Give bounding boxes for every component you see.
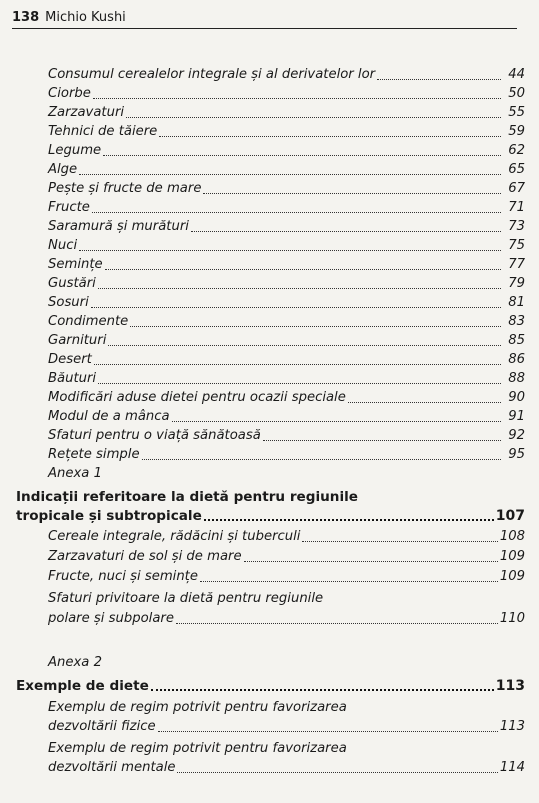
dot-leader — [79, 174, 501, 175]
toc-entry-line[interactable]: Sfaturi privitoare la dietă pentru regiunile — [48, 591, 324, 606]
dot-leader — [377, 79, 501, 80]
author-name: Michio Kushi — [45, 10, 126, 25]
toc-entry[interactable]: Tehnici de tăiere 59 — [48, 124, 525, 139]
toc-page: 79 — [508, 276, 525, 291]
toc-entry[interactable]: Semințe 77 — [48, 257, 525, 272]
dot-leader — [151, 689, 494, 691]
annex2-label: Anexa 2 — [48, 655, 102, 670]
dot-leader — [191, 231, 501, 232]
toc-page: 81 — [508, 295, 525, 310]
dot-leader — [130, 326, 501, 327]
toc-page: 86 — [508, 352, 525, 367]
toc-entry[interactable]: Nuci 75 — [48, 238, 525, 253]
toc-entry[interactable]: Legume 62 — [48, 143, 525, 158]
toc-entry[interactable]: Modul de a mânca 91 — [48, 409, 525, 424]
toc-page: 109 — [499, 569, 525, 584]
dot-leader — [103, 155, 501, 156]
toc-page: 88 — [508, 371, 525, 386]
toc-page: 107 — [495, 508, 525, 524]
dot-leader — [142, 459, 501, 460]
toc-page: 108 — [499, 529, 525, 544]
dot-leader — [98, 383, 501, 384]
toc-entry[interactable]: Desert 86 — [48, 352, 525, 367]
toc-entry[interactable]: Saramură și murături 73 — [48, 219, 525, 234]
annex2-heading-entry[interactable]: Exemple de diete 113 — [16, 678, 525, 694]
toc-page: 71 — [508, 200, 525, 215]
toc-entry[interactable]: Sfaturi pentru o viață sănătoasă 92 — [48, 428, 525, 443]
dot-leader — [79, 250, 501, 251]
toc-entry[interactable]: Pește și fructe de mare 67 — [48, 181, 525, 196]
dot-leader — [204, 519, 494, 521]
toc-entry-line[interactable]: Exemplu de regim potrivit pentru favorizarea — [48, 700, 347, 715]
toc-page: 62 — [508, 143, 525, 158]
toc-page: 92 — [508, 428, 525, 443]
toc-page: 67 — [508, 181, 525, 196]
toc-entry[interactable]: Condimente 83 — [48, 314, 525, 329]
toc-entry[interactable]: Modificări aduse dietei pentru ocazii speciale 90 — [48, 390, 525, 405]
dot-leader — [105, 269, 501, 270]
toc-page: 83 — [508, 314, 525, 329]
toc-entry[interactable]: dezvoltării fizice 113 — [48, 719, 525, 734]
toc-entry[interactable]: Ciorbe 50 — [48, 86, 525, 101]
dot-leader — [263, 440, 501, 441]
toc-page: 85 — [508, 333, 525, 348]
toc-page: 73 — [508, 219, 525, 234]
toc-page: 110 — [499, 611, 525, 626]
dot-leader — [200, 581, 498, 582]
toc-page: 113 — [495, 678, 525, 694]
dot-leader — [172, 421, 501, 422]
toc-entry[interactable]: Garnituri 85 — [48, 333, 525, 348]
toc-page: 77 — [508, 257, 525, 272]
dot-leader — [94, 364, 501, 365]
toc-entry[interactable]: Fructe, nuci și semințe 109 — [48, 569, 525, 584]
toc-page: 91 — [508, 409, 525, 424]
toc-page: 59 — [508, 124, 525, 139]
dot-leader — [244, 561, 498, 562]
annex1-heading[interactable]: Indicații referitoare la dietă pentru regiunile — [16, 489, 359, 505]
toc-page: 114 — [499, 760, 525, 775]
toc-entry[interactable]: Rețete simple 95 — [48, 447, 525, 462]
toc-entry[interactable]: Consumul cerealelor integrale și al derivatelor lor 44 — [48, 67, 525, 82]
toc-entry[interactable]: Sosuri 81 — [48, 295, 525, 310]
toc-page: 65 — [508, 162, 525, 177]
toc-entry[interactable]: Fructe 71 — [48, 200, 525, 215]
toc-entry[interactable]: polare și subpolare 110 — [48, 611, 525, 626]
dot-leader — [203, 193, 501, 194]
dot-leader — [92, 212, 501, 213]
dot-leader — [159, 136, 501, 137]
dot-leader — [302, 541, 497, 542]
toc-entry[interactable]: Zarzavaturi 55 — [48, 105, 525, 120]
dot-leader — [126, 117, 501, 118]
toc-entry[interactable]: Gustări 79 — [48, 276, 525, 291]
dot-leader — [348, 402, 501, 403]
toc-entry[interactable]: Alge 65 — [48, 162, 525, 177]
toc-page: 44 — [508, 67, 525, 82]
toc-page: 109 — [499, 549, 525, 564]
dot-leader — [176, 623, 498, 624]
toc-entry[interactable]: Zarzavaturi de sol și de mare 109 — [48, 549, 525, 564]
dot-leader — [108, 345, 501, 346]
annex1-label: Anexa 1 — [48, 466, 102, 481]
dot-leader — [177, 772, 497, 773]
dot-leader — [158, 731, 498, 732]
annex1-heading-entry[interactable]: tropicale și subtropicale 107 — [16, 508, 525, 524]
toc-page: 75 — [508, 238, 525, 253]
toc-page: 95 — [508, 447, 525, 462]
toc-page: 90 — [508, 390, 525, 405]
toc-entry[interactable]: Cereale integrale, rădăcini și tuberculi 108 — [48, 529, 525, 544]
toc-page: 50 — [508, 86, 525, 101]
toc-entry[interactable]: Băuturi 88 — [48, 371, 525, 386]
dot-leader — [91, 307, 501, 308]
toc-entry[interactable]: dezvoltării mentale 114 — [48, 760, 525, 775]
page-number: 138 — [12, 10, 40, 25]
toc-page: 113 — [499, 719, 525, 734]
dot-leader — [98, 288, 501, 289]
toc-page: 55 — [508, 105, 525, 120]
dot-leader — [93, 98, 501, 99]
toc-entry-line[interactable]: Exemplu de regim potrivit pentru favorizarea — [48, 741, 347, 756]
